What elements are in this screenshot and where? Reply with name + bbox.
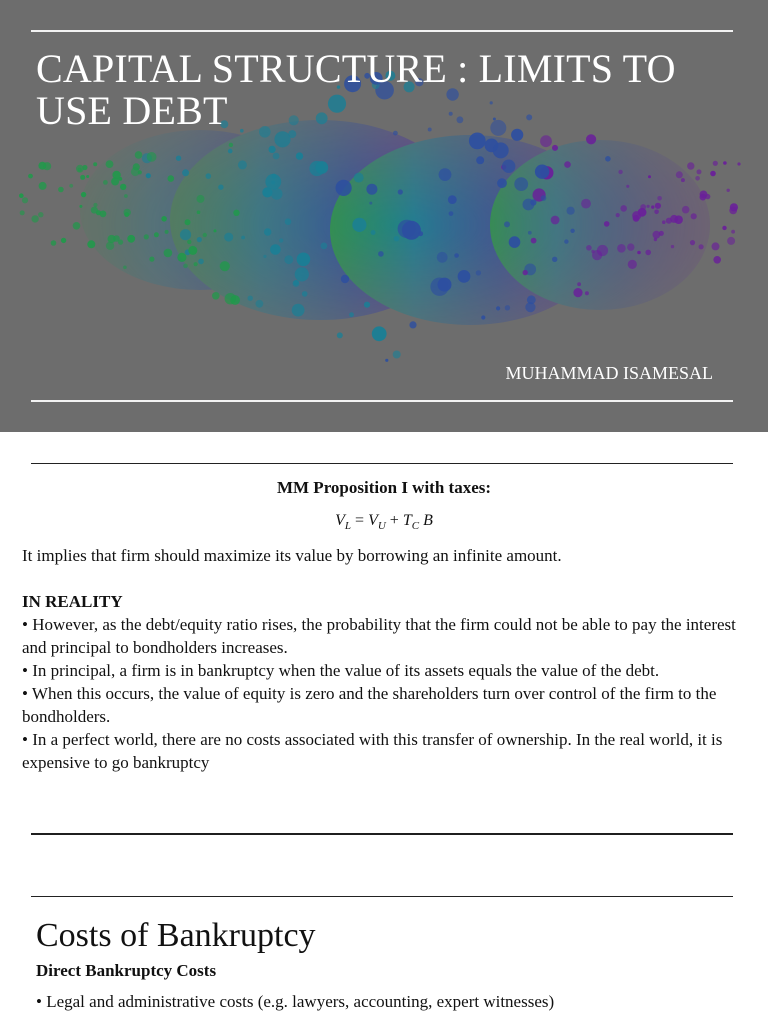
splash-dot: [292, 304, 305, 317]
splash-dot: [620, 205, 627, 212]
splash-dot: [505, 305, 510, 310]
splash-dot: [372, 326, 387, 341]
splash-dot: [647, 205, 650, 208]
reality-heading: IN REALITY: [22, 592, 123, 611]
splash-dot: [527, 295, 536, 304]
slide2-body: [22, 544, 742, 774]
splash-dot: [165, 230, 169, 234]
splash-dot: [713, 161, 718, 166]
splash-dot: [273, 153, 280, 160]
splash-dot: [203, 233, 207, 237]
splash-dot: [564, 161, 571, 168]
splash-dot: [691, 213, 697, 219]
splash-dot: [682, 206, 690, 214]
splash-dot: [713, 256, 721, 264]
splash-dot: [586, 245, 592, 251]
splash-dot: [731, 230, 735, 234]
splash-dot: [262, 187, 272, 197]
splash-dot: [118, 177, 122, 181]
splash-dot: [256, 300, 264, 308]
splash-dot: [496, 306, 500, 310]
splash-dot: [393, 351, 401, 359]
splash-dot: [730, 203, 738, 211]
splash-dot: [710, 171, 716, 177]
splash-dot: [398, 189, 403, 194]
splash-dot: [79, 205, 82, 208]
splash-dot: [315, 161, 328, 174]
splash-dot: [225, 293, 236, 304]
splash-dot: [577, 282, 581, 286]
splash-dot: [597, 245, 608, 256]
splash-dot: [22, 197, 28, 203]
splash-dot: [218, 185, 223, 190]
splash-dot: [118, 240, 123, 245]
splash-dot: [106, 160, 114, 168]
splash-dot: [336, 180, 352, 196]
splash-dot: [177, 253, 186, 262]
splash-dot: [657, 196, 662, 201]
splash-dot: [274, 131, 290, 147]
splash-dot: [626, 185, 629, 188]
splash-dot: [100, 211, 107, 218]
splash-dot: [697, 169, 702, 174]
splash-dot: [135, 151, 143, 159]
splash-dot: [662, 220, 666, 224]
splash-dot: [509, 236, 521, 248]
splash-dot: [378, 251, 384, 257]
splash-dot: [87, 240, 95, 248]
splash-dot: [645, 250, 651, 256]
splash-dot: [497, 178, 507, 188]
splash-dot: [103, 180, 108, 185]
bankruptcy-costs-slide: [0, 864, 768, 1024]
splash-dot: [640, 204, 646, 210]
splash-dot: [349, 312, 354, 317]
splash-dot: [248, 296, 253, 301]
title-top-rule: [31, 30, 733, 32]
splash-dot: [605, 156, 611, 162]
slide3-top-rule: [31, 896, 733, 897]
splash-dot: [263, 255, 266, 258]
splash-dot: [38, 212, 43, 217]
splash-dot: [61, 238, 66, 243]
splash-dot: [449, 211, 454, 216]
splash-dot: [670, 215, 678, 223]
list-item: • Legal and administrative costs (e.g. lawyers, accounting, expert witnesses): [36, 992, 555, 1011]
splash-dot: [727, 189, 730, 192]
splash-dot: [198, 259, 204, 265]
splash-dot: [402, 221, 421, 240]
splash-dot: [541, 195, 547, 201]
splash-dot: [437, 252, 448, 263]
title-bottom-rule: [31, 400, 733, 402]
splash-dot: [180, 229, 191, 240]
splash-dot: [604, 221, 610, 227]
splash-dot: [73, 222, 81, 230]
splash-dot: [124, 194, 128, 198]
list-item: • In principal, a firm is in bankruptcy when the value of its assets equals the value of the debt.: [22, 661, 660, 680]
splash-dot: [43, 162, 51, 170]
splash-dot: [458, 270, 471, 283]
splash-dot: [637, 251, 641, 255]
splash-dot: [439, 168, 452, 181]
splash-dot: [188, 246, 197, 255]
splash-dot: [270, 244, 281, 255]
splash-dot: [671, 245, 674, 248]
splash-dot: [124, 212, 129, 217]
list-item: • In a perfect world, there are no costs associated with this transfer of ownership. In the real world, it is expensive to go bankruptcy: [22, 730, 723, 772]
splash-dot: [295, 267, 309, 281]
splash-dot: [131, 167, 140, 176]
splash-dot: [161, 216, 167, 222]
splash-dot: [91, 207, 98, 214]
splash-dot: [648, 175, 651, 178]
splash-dot: [80, 175, 85, 180]
splash-dot: [385, 359, 388, 362]
splash-dot: [111, 178, 119, 186]
splash-dot: [502, 160, 515, 173]
splash-dot: [573, 288, 582, 297]
splash-dot: [695, 176, 700, 181]
splash-dot: [504, 221, 510, 227]
splash-dot: [20, 210, 25, 215]
splash-dot: [628, 260, 637, 269]
splash-dot: [233, 210, 239, 216]
splash-dot: [514, 177, 528, 191]
splash-dot: [197, 195, 205, 203]
slide2-bottom-rule: [31, 833, 733, 835]
splash-dot: [224, 233, 233, 242]
splash-dot: [31, 215, 38, 222]
splash-dot: [297, 252, 311, 266]
list-item: • When this occurs, the value of equity is zero and the shareholders turn over control of the firm to the bondholders.: [22, 684, 717, 726]
author-name: MUHAMMAD ISAMESAL: [505, 363, 713, 383]
splash-dot: [146, 173, 151, 178]
splash-dot: [183, 264, 188, 269]
splash-dot: [69, 184, 73, 188]
splash-dot: [51, 240, 57, 246]
splash-dot: [302, 291, 308, 297]
splash-dot: [712, 242, 720, 250]
list-item: • However, as the debt/equity ratio rises, the probability that the firm could not be able to pay the interest and principal to bondholders increases.: [22, 615, 736, 657]
splash-dot: [653, 231, 661, 239]
splash-dot: [264, 228, 271, 235]
splash-dot: [394, 236, 399, 241]
splash-dot: [570, 229, 574, 233]
splash-dot: [81, 192, 86, 197]
splash-dot: [93, 203, 97, 207]
splash-dot: [551, 216, 560, 225]
splash-dot: [618, 170, 622, 174]
splash-dot: [93, 162, 97, 166]
splash-dot: [154, 232, 159, 237]
splash-dot: [564, 239, 568, 243]
splash-dot: [687, 162, 694, 169]
splash-dot: [271, 188, 283, 200]
splash-dot: [28, 174, 33, 179]
splash-dot: [493, 142, 509, 158]
splash-dot: [438, 278, 452, 292]
splash-dot: [238, 160, 247, 169]
splash-dot: [182, 169, 189, 176]
splash-dot: [352, 218, 366, 232]
splash-dot: [86, 175, 89, 178]
splash-dot: [567, 207, 575, 215]
splash-dot: [164, 249, 173, 258]
splash-dot: [120, 184, 126, 190]
splash-dot: [448, 195, 457, 204]
splash-dot: [617, 244, 626, 253]
splash-dot: [627, 243, 634, 250]
splash-dot: [279, 238, 283, 242]
splash-dot: [206, 173, 212, 179]
splash-dot: [369, 202, 372, 205]
splash-dot: [106, 242, 114, 250]
splash-dot: [337, 332, 343, 338]
splash-dot: [366, 184, 377, 195]
splash-dot: [690, 240, 695, 245]
splash-dot: [676, 171, 683, 178]
splash-dot: [228, 149, 233, 154]
splash-dot: [476, 270, 481, 275]
slide3-subheading: Direct Bankruptcy Costs: [36, 961, 217, 980]
splash-dot: [76, 165, 84, 173]
splash-dot: [19, 193, 24, 198]
splash-dot: [197, 237, 202, 242]
splash-dot: [212, 292, 220, 300]
splash-dot: [616, 213, 620, 217]
splash-dot: [700, 194, 707, 201]
splash-dot: [341, 275, 349, 283]
splash-dot: [176, 156, 181, 161]
splash-dot: [187, 240, 191, 244]
implication-text: It implies that firm should maximize its value by borrowing an infinite amount.: [22, 546, 562, 565]
splash-dot: [737, 162, 740, 165]
splash-dot: [220, 261, 230, 271]
splash-dot: [481, 315, 485, 319]
splash-dot: [699, 244, 704, 249]
splash-dot: [633, 215, 640, 222]
slide-title: CAPITAL STRUCTURE : LIMITS TO USE DEBT: [36, 46, 676, 133]
splash-dot: [651, 205, 654, 208]
splash-dot: [591, 250, 594, 253]
splash-dot: [552, 145, 558, 151]
formula: $V_L = V_U + T_C$ B: [335, 512, 433, 533]
splash-dot: [147, 152, 157, 162]
mm-proposition-slide: [0, 432, 768, 864]
splash-dot: [149, 257, 154, 262]
splash-dot: [476, 156, 484, 164]
splash-dot: [241, 236, 245, 240]
splash-dot: [123, 266, 127, 270]
splash-dot: [197, 210, 201, 214]
splash-dot: [727, 237, 735, 245]
splash-dot: [535, 165, 549, 179]
splash-dot: [371, 230, 376, 235]
splash-dot: [654, 210, 659, 215]
slide2-top-rule: [31, 463, 733, 464]
splash-dot: [586, 134, 596, 144]
title-slide: [0, 0, 768, 432]
splash-dot: [454, 253, 459, 258]
splash-dot: [293, 280, 300, 287]
splash-dot: [530, 199, 536, 205]
splash-dot: [321, 243, 328, 250]
splash-dot: [523, 270, 528, 275]
splash-dot: [364, 302, 370, 308]
splash-dot: [540, 135, 552, 147]
splash-dot: [58, 187, 64, 193]
splash-dot: [285, 218, 292, 225]
splash-dot: [39, 182, 47, 190]
splash-dot: [214, 229, 217, 232]
splash-dot: [284, 255, 293, 264]
splash-dot: [296, 152, 303, 159]
splash-dot: [585, 291, 589, 295]
splash-dot: [185, 219, 191, 225]
splash-dot: [528, 231, 532, 235]
slide3-title: Costs of Bankruptcy: [36, 917, 316, 954]
proposition-heading: MM Proposition I with taxes:: [276, 478, 492, 497]
splash-dot: [722, 226, 726, 230]
splash-dot: [168, 175, 175, 182]
splash-dot: [229, 143, 233, 147]
splash-dot: [723, 161, 727, 165]
splash-dot: [144, 234, 149, 239]
splash-dot: [127, 235, 135, 243]
splash-dot: [581, 199, 591, 209]
splash-dot: [354, 173, 364, 183]
splash-dot: [469, 133, 486, 150]
splash-dot: [655, 203, 661, 209]
splash-dot: [552, 257, 557, 262]
splash-dot: [409, 321, 416, 328]
splash-dot: [531, 238, 537, 244]
splash-dot: [269, 146, 276, 153]
splash-dot: [681, 178, 685, 182]
splash-dot: [194, 262, 198, 266]
